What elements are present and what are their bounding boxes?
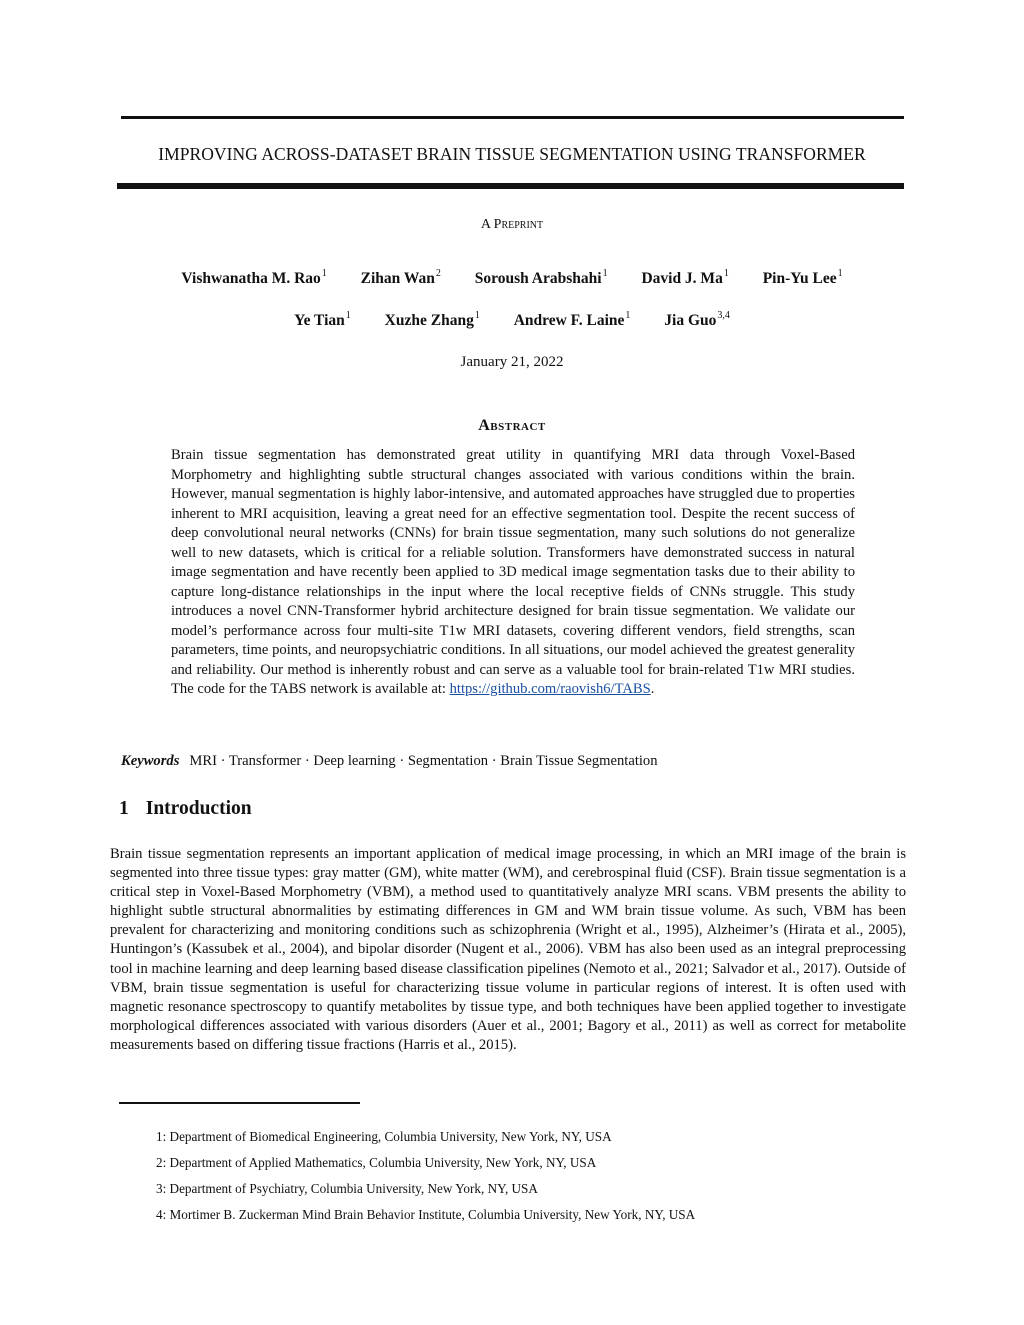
author: Ye Tian$^1$ — [294, 310, 351, 329]
affiliation-mark: 1 — [321, 268, 327, 279]
footnote-4: 4: Mortimer B. Zuckerman Mind Brain Behavior Institute, Columbia University, New York, NY, USA — [156, 1207, 696, 1222]
keywords-line — [121, 753, 658, 770]
author: Pin-Yu Lee$^1$ — [762, 268, 843, 287]
footnote-2: 2: Department of Applied Mathematics, Columbia University, New York, NY, USA — [156, 1155, 597, 1170]
affiliation-mark: 1 — [602, 268, 608, 279]
affiliation-mark: 1 — [474, 310, 480, 321]
section-heading-introduction — [119, 798, 252, 820]
section-number: 1 — [119, 798, 129, 819]
paper-title: IMPROVING ACROSS-DATASET BRAIN TISSUE SEGMENTATION USING TRANSFORMER — [158, 144, 866, 164]
author: David J. Ma$^1$ — [641, 268, 729, 287]
footnote-rule — [119, 1102, 360, 1104]
abstract-text: Brain tissue segmentation has demonstrated great utility in quantifying MRI data through Voxel-Based Morphometry and highlighting subtle structural changes associated with various conditions within the brain. However, manual segmentation is highly labor-intensive, and automated approaches have struggled due to properties inherent to MRI acquisition, leaving a great need for an effective segmentation tool. Despite the recent success of deep convolutional neural networks (CNNs) for brain tissue segmentation, many such solutions do not generalize well to new datasets, which is critical for a reliable solution. Transformers have demonstrated success in natural image segmentation and have recently been applied to 3D medical image segmentation tasks due to their ability to capture long-distance relationships in the input where the local receptive fields of CNNs struggle. This study introduces a novel CNN-Transformer hybrid architecture designed for brain tissue segmentation. We validate our model’s performance across four multi-site T1w MRI datasets, covering different vendors, field strengths, scan parameters, time points, and neuropsychiatric conditions. In all situations, our model achieved the greatest generality and reliability. Our method is inherently robust and can serve as a valuable tool for brain-related T1w MRI studies. The code for the TABS network is available at: — [171, 447, 855, 697]
author: Soroush Arabshahi$^1$ — [474, 268, 608, 287]
preprint-label: A Preprint — [480, 217, 544, 232]
abstract-link-suffix: . — [650, 681, 655, 697]
author: Vishwanatha M. Rao$^1$ — [181, 268, 327, 287]
keywords-list: MRI · Transformer · Deep learning · Segmentation · Brain Tissue Segmentation — [189, 753, 658, 769]
author: Xuzhe Zhang$^1$ — [384, 310, 480, 329]
author: Andrew F. Laine$^1$ — [513, 310, 631, 329]
footnote-3: 3: Department of Psychiatry, Columbia University, New York, NY, USA — [156, 1181, 538, 1196]
publication-date: January 21, 2022 — [460, 354, 564, 370]
abstract-body — [171, 446, 855, 700]
title-rule-bottom — [117, 183, 904, 189]
affiliation-mark: 1 — [723, 268, 729, 279]
section-title: Introduction — [145, 798, 252, 819]
code-link[interactable]: https://github.com/raovish6/TABS — [449, 681, 651, 697]
keywords-label: Keywords — [121, 753, 180, 769]
affiliation-mark: 1 — [625, 310, 631, 321]
author-row-1 — [0, 270, 1024, 288]
footnote-1: 1: Department of Biomedical Engineering, Columbia University, New York, NY, USA — [156, 1129, 612, 1144]
affiliation-mark: 1 — [837, 268, 843, 279]
author-row-2 — [0, 312, 1024, 330]
abstract-heading: Abstract — [478, 417, 546, 434]
affiliation-mark: 2 — [435, 268, 441, 279]
affiliation-mark: 1 — [345, 310, 351, 321]
author: Jia Guo$^{3,4}$ — [664, 310, 730, 329]
author: Zihan Wan$^2$ — [360, 268, 441, 287]
affiliation-mark: 3,4 — [717, 310, 730, 321]
title-rule-top — [121, 116, 904, 119]
introduction-paragraph: Brain tissue segmentation represents an important application of medical image processing, in which an MRI image of the brain is segmented into three tissue types: gray matter (GM), white matter (WM), and cerebrospinal fluid (CSF). Brain tissue segmentation is a critical step in Voxel-Based Morphometry (VBM), a method used to quantitatively analyze MRI scans. VBM presents the ability to highlight subtle structural abnormalities by estimating differences in GM and WM brain tissue volume. As such, VBM has been prevalent for characterizing and monitoring conditions such as schizophrenia (Wright et al., 1995), Alzheimer’s (Hirata et al., 2005), Huntingon’s (Kassubek et al., 2004), and bipolar disorder (Nugent et al., 2006). VBM has also been used as an integral preprocessing tool in machine learning and deep learning based disease classification pipelines (Nemoto et al., 2021; Salvador et al., 2017). Outside of VBM, brain tissue segmentation is useful for characterizing tissue volume in particular regions of interest. It is often used with magnetic resonance spectroscopy to quantify metabolites by tissue type, and both techniques have been applied together to investigate morphological differences associated with various disorders (Auer et al., 2001; Bagory et al., 2011) as well as correct for metabolite measurements based on differing tissue fractions (Harris et al., 2015). — [110, 846, 906, 1053]
